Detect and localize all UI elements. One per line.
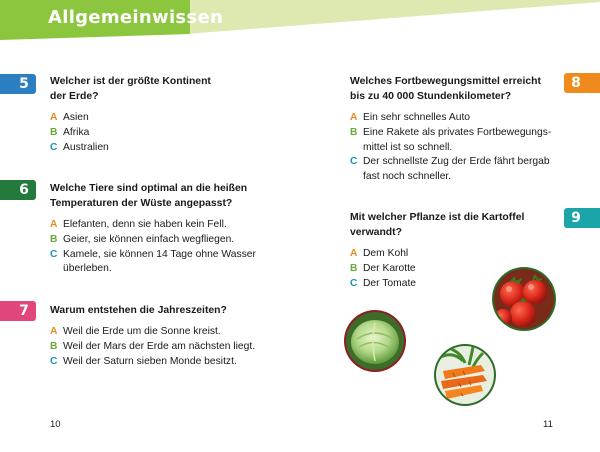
answer-c: C Weil der Saturn sieben Monde besitzt. [50, 355, 237, 367]
answer-a: A Weil die Erde um die Sonne kreist. [50, 326, 221, 337]
page-number-right: 11 [543, 419, 553, 430]
answers-8 [350, 111, 551, 185]
question-line: Welcher ist der größte Kontinent [50, 76, 211, 87]
question-7 [50, 303, 227, 318]
answer-c: C Der Tomate [350, 277, 417, 289]
page-number-left: 10 [50, 419, 61, 430]
question-9 [350, 210, 524, 240]
tomatoes-photo [491, 266, 557, 332]
answers-5 [50, 111, 109, 155]
answers-7 [50, 325, 255, 369]
question-number-badge: 7 [0, 301, 36, 321]
question-line: verwandt? [350, 227, 402, 238]
question-line: Welche Tiere sind optimal an die heißen [50, 183, 248, 194]
question-6 [50, 181, 247, 211]
question-5 [50, 74, 211, 104]
question-number-badge: 9 [564, 208, 600, 228]
cabbage-photo [343, 309, 407, 373]
answer-b: B Eine Rakete als privates Fortbewegungs- mittel ist so schnell. [350, 126, 552, 153]
question-number-badge: 8 [564, 73, 600, 93]
answer-b: B Der Karotte [350, 262, 416, 274]
answer-c: C Australien [50, 141, 109, 153]
question-number-badge: 5 [0, 74, 36, 94]
header-banner [0, 0, 600, 40]
question-number-badge: 6 [0, 180, 36, 200]
answer-a: A Asien [50, 112, 89, 123]
answer-b: B Geier, sie können einfach wegfliegen. [50, 233, 235, 245]
answer-b: B Weil der Mars der Erde am nächsten liegt. [50, 340, 256, 352]
answer-b: B Afrika [50, 126, 90, 138]
answer-a: A Ein sehr schnelles Auto [350, 112, 471, 123]
question-line: Temperaturen der Wüste angepasst? [50, 198, 233, 209]
question-8 [350, 74, 541, 104]
question-line: der Erde? [50, 91, 99, 102]
question-line: Warum entstehen die Jahreszeiten? [50, 305, 227, 316]
answer-a: A Dem Kohl [350, 248, 409, 259]
question-line: bis zu 40 000 Stundenkilometer? [350, 91, 512, 102]
question-line: Mit welcher Pflanze ist die Kartoffel [350, 212, 525, 223]
answers-6 [50, 218, 256, 277]
carrots-photo [433, 343, 497, 407]
question-line: Welches Fortbewegungsmittel erreicht [350, 76, 541, 87]
answer-c: C Der schnellste Zug der Erde fährt bergab fast noch schneller. [350, 156, 550, 183]
answers-9 [350, 247, 416, 291]
section-title: Allgemeinwissen [48, 7, 224, 28]
answer-c: C Kamele, sie können 14 Tage ohne Wasser überleben. [50, 248, 256, 275]
answer-a: A Elefanten, denn sie haben kein Fell. [50, 219, 227, 230]
